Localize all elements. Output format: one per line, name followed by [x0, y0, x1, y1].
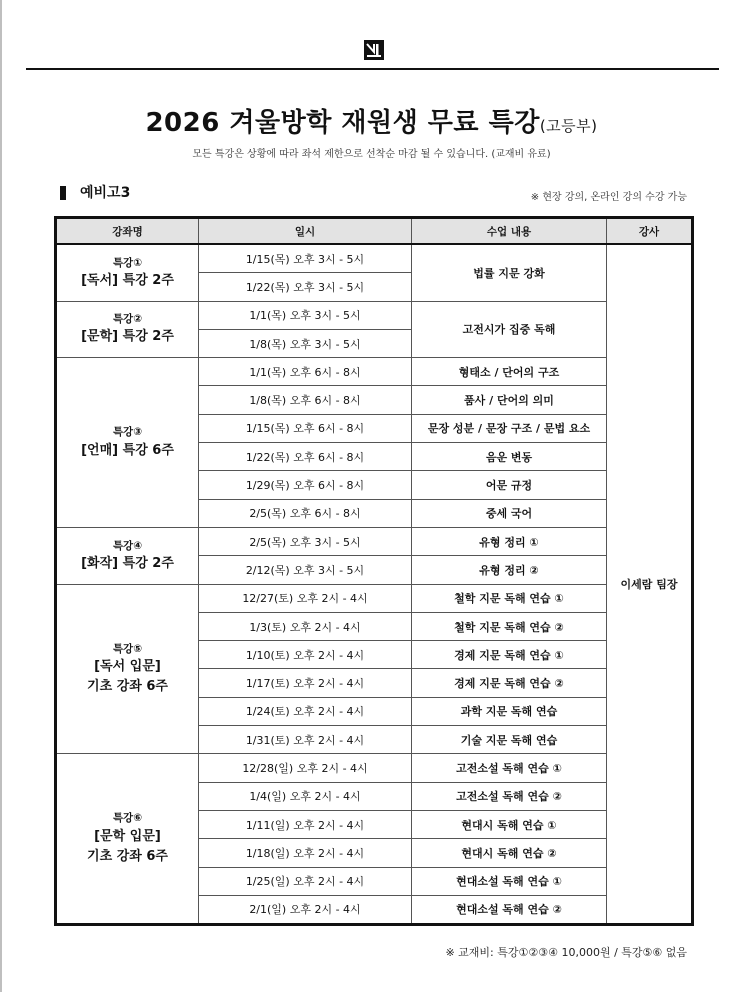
session-content: 현대소설 독해 연습 ②: [412, 895, 607, 924]
course-cell: [56, 527, 199, 584]
session-content: 현대소설 독해 연습 ①: [412, 867, 607, 895]
session-content: 고전소설 독해 연습 ①: [412, 754, 607, 782]
table-header-row: [56, 218, 693, 245]
session-datetime: 2/12(목) 오후 3시 - 5시: [199, 556, 412, 584]
section-note: ※ 현장 강의, 온라인 강의 수강 가능: [530, 192, 687, 203]
course-name: [독서] 특강 2주: [81, 272, 174, 288]
session-datetime: 1/29(목) 오후 6시 - 8시: [199, 471, 412, 499]
session-content: 문장 성분 / 문장 구조 / 문법 요소: [412, 414, 607, 442]
course-cell: [56, 244, 199, 301]
session-datetime: 1/15(목) 오후 3시 - 5시: [199, 244, 412, 273]
session-datetime: 12/27(토) 오후 2시 - 4시: [199, 584, 412, 612]
session-datetime: 1/15(목) 오후 6시 - 8시: [199, 414, 412, 442]
teacher-cell: 이세람 팀장: [607, 244, 693, 925]
course-number: 특강②: [112, 313, 143, 326]
title-sub: (고등부): [539, 117, 598, 135]
session-content: 과학 지문 독해 연습: [412, 697, 607, 725]
session-datetime: 1/22(목) 오후 6시 - 8시: [199, 443, 412, 471]
course-name: [문학] 특강 2주: [81, 329, 174, 345]
session-datetime: 2/1(일) 오후 2시 - 4시: [199, 895, 412, 924]
header-teacher: 강사: [607, 218, 693, 245]
session-datetime: 1/25(일) 오후 2시 - 4시: [199, 867, 412, 895]
session-datetime: 2/5(목) 오후 6시 - 8시: [199, 499, 412, 527]
course-cell: [56, 358, 199, 528]
header-content: 수업 내용: [412, 218, 607, 245]
session-content: 경제 지문 독해 연습 ②: [412, 669, 607, 697]
course-name: [독서 입문]: [94, 658, 161, 674]
table-row: [56, 301, 693, 329]
session-datetime: 12/28(일) 오후 2시 - 4시: [199, 754, 412, 782]
session-content: 유형 정리 ①: [412, 527, 607, 555]
course-name: 기초 강좌 6주: [87, 848, 168, 864]
session-datetime: 1/1(목) 오후 6시 - 8시: [199, 358, 412, 386]
session-datetime: 2/5(목) 오후 3시 - 5시: [199, 527, 412, 555]
course-cell: [56, 754, 199, 925]
course-name: 기초 강좌 6주: [87, 679, 168, 695]
session-datetime: 1/10(토) 오후 2시 - 4시: [199, 641, 412, 669]
course-cell: [56, 584, 199, 754]
header-divider: [26, 68, 719, 70]
course-number: 특강⑥: [112, 812, 143, 825]
session-content: 음운 변동: [412, 443, 607, 471]
course-cell: [56, 301, 199, 358]
session-content: 어문 규정: [412, 471, 607, 499]
session-datetime: 1/11(일) 오후 2시 - 4시: [199, 810, 412, 838]
session-content: 현대시 독해 연습 ②: [412, 839, 607, 867]
title-main: 2026 겨울방학 재원생 무료 특강: [145, 108, 540, 138]
session-content: 중세 국어: [412, 499, 607, 527]
session-content: 고전소설 독해 연습 ②: [412, 782, 607, 810]
table-row: [56, 244, 693, 273]
session-datetime: 1/31(토) 오후 2시 - 4시: [199, 726, 412, 754]
course-name: [언매] 특강 6주: [81, 442, 174, 458]
header-course: 강좌명: [56, 218, 199, 245]
session-content: 경제 지문 독해 연습 ①: [412, 641, 607, 669]
session-datetime: 1/8(목) 오후 3시 - 5시: [199, 329, 412, 357]
session-datetime: 1/22(목) 오후 3시 - 5시: [199, 273, 412, 301]
session-content: 철학 지문 독해 연습 ②: [412, 612, 607, 640]
section-marker-icon: [60, 186, 66, 200]
table-row: [56, 754, 693, 782]
section-title: 예비고3: [80, 185, 131, 201]
course-number: 특강③: [112, 426, 143, 439]
session-datetime: 1/3(토) 오후 2시 - 4시: [199, 612, 412, 640]
session-content: 품사 / 단어의 의미: [412, 386, 607, 414]
page-title: [0, 102, 743, 139]
schedule-table: [54, 216, 694, 926]
session-datetime: 1/1(목) 오후 3시 - 5시: [199, 301, 412, 329]
session-datetime: 1/18(일) 오후 2시 - 4시: [199, 839, 412, 867]
course-name: [문학 입문]: [94, 828, 161, 844]
session-datetime: 1/17(토) 오후 2시 - 4시: [199, 669, 412, 697]
brand-logo-icon: [364, 40, 384, 60]
page-subtitle: 모든 특강은 상황에 따라 좌석 제한으로 선착순 마감 될 수 있습니다. (교재비 유료): [192, 149, 551, 160]
session-content: 법률 지문 강화: [412, 244, 607, 301]
session-datetime: 1/24(토) 오후 2시 - 4시: [199, 697, 412, 725]
table-row: [56, 584, 693, 612]
session-content: 현대시 독해 연습 ①: [412, 810, 607, 838]
course-number: 특강⑤: [112, 642, 143, 655]
session-content: 유형 정리 ②: [412, 556, 607, 584]
course-number: 특강①: [112, 256, 143, 269]
table-row: [56, 358, 693, 386]
session-datetime: 1/4(일) 오후 2시 - 4시: [199, 782, 412, 810]
course-name: [화작] 특강 2주: [81, 555, 174, 571]
session-content: 형태소 / 단어의 구조: [412, 358, 607, 386]
session-content: 기술 지문 독해 연습: [412, 726, 607, 754]
course-number: 특강④: [112, 539, 143, 552]
footnote: ※ 교재비: 특강①②③④ 10,000원 / 특강⑤⑥ 없음: [445, 946, 687, 959]
session-content: 철학 지문 독해 연습 ①: [412, 584, 607, 612]
session-content: 고전시가 집중 독해: [412, 301, 607, 358]
header-datetime: 일시: [199, 218, 412, 245]
table-row: [56, 527, 693, 555]
session-datetime: 1/8(목) 오후 6시 - 8시: [199, 386, 412, 414]
